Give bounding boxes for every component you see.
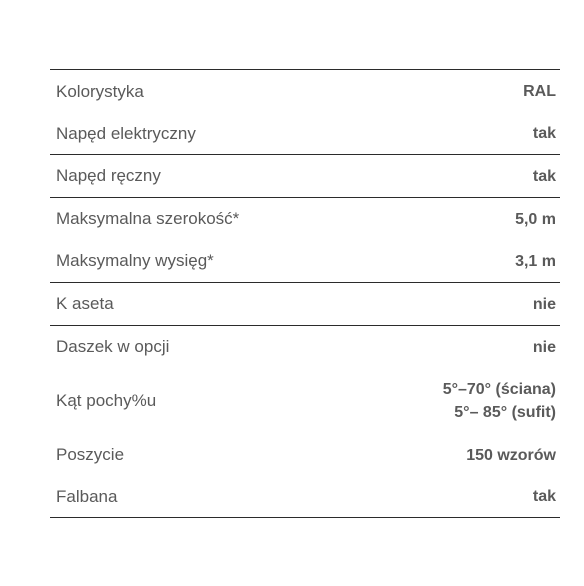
spec-row-daszek <box>50 326 560 368</box>
spec-row-maksymalna-szerokosc <box>50 198 560 240</box>
spec-label: Napęd elektryczny <box>56 123 196 143</box>
spec-group <box>50 198 560 283</box>
spec-row-falbana <box>50 476 560 517</box>
spec-label: Maksymalna szerokość* <box>56 209 240 228</box>
spec-row-kat-pochylu <box>50 368 560 434</box>
spec-table <box>50 69 560 518</box>
spec-row-poszycie <box>50 434 560 476</box>
spec-label: Maksymalny wysięg* <box>56 251 214 270</box>
spec-value-line: 5°–70° (ściana) <box>442 381 556 398</box>
spec-value <box>443 378 556 424</box>
spec-value: nie <box>532 338 556 356</box>
spec-label: Kolorystyka <box>56 81 144 101</box>
spec-value: tak <box>532 488 556 505</box>
spec-row-kaseta <box>50 283 560 325</box>
spec-group <box>50 283 560 326</box>
spec-row-naped-reczny <box>50 155 560 197</box>
spec-value: tak <box>532 125 556 142</box>
spec-label: Napęd ręczny <box>56 166 161 185</box>
spec-value: RAL <box>523 83 556 100</box>
spec-row-kolorystyka <box>50 70 560 113</box>
spec-label: Kąt pochy%u <box>56 391 157 410</box>
spec-value-line: 5°– 85° (sufit) <box>454 404 556 421</box>
spec-value: 3,1 m <box>515 252 556 270</box>
spec-value: 150 wzorów <box>466 446 556 464</box>
spec-label: K aseta <box>56 294 114 313</box>
spec-group <box>50 155 560 198</box>
spec-label: Poszycie <box>56 445 125 464</box>
spec-value: nie <box>532 295 556 313</box>
spec-row-naped-elektryczny <box>50 113 560 154</box>
spec-group <box>50 70 560 155</box>
spec-label: Falbana <box>56 486 118 506</box>
spec-label: Daszek w opcji <box>56 337 170 356</box>
spec-value: tak <box>532 167 556 185</box>
spec-row-maksymalny-wysieg <box>50 240 560 282</box>
spec-value: 5,0 m <box>515 210 556 228</box>
spec-group <box>50 326 560 518</box>
